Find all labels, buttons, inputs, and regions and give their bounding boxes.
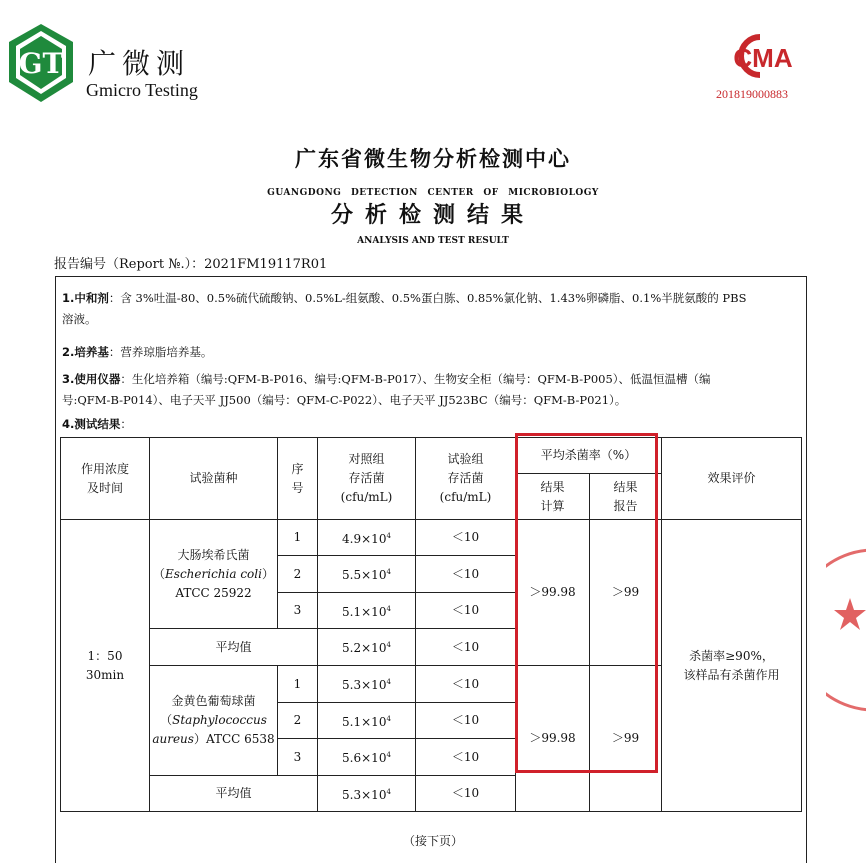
test-cell: ＜10 bbox=[416, 629, 516, 666]
header-conc: 作用浓度 及时间 bbox=[61, 438, 150, 520]
section-medium bbox=[62, 342, 800, 363]
cma-mark-text: CMA bbox=[733, 43, 793, 73]
section-label: 3.使用仪器 bbox=[62, 372, 121, 386]
control-cell: $5.6\times 10^4$ bbox=[318, 739, 416, 776]
report-cell: ＞99 bbox=[590, 520, 662, 666]
seal-stamp-icon bbox=[826, 540, 866, 720]
section-text: 溶液。 bbox=[62, 312, 97, 326]
control-cell: $5.3\times 10^4$ bbox=[318, 666, 416, 703]
test-cell: ＜10 bbox=[416, 739, 516, 776]
seq-cell: 3 bbox=[278, 739, 318, 776]
section-label: 1.中和剂 bbox=[62, 291, 109, 305]
section-text: 号:QFM-B-P014）、电子天平 JJ500（编号：QFM-C-P022）、电子天平 JJ523BC（编号：QFM-B-P021）。 bbox=[62, 393, 627, 407]
seq-cell: 1 bbox=[278, 666, 318, 703]
brand-name-cn: 广微测 bbox=[88, 47, 191, 80]
control-cell: $5.3\times 10^4$ bbox=[318, 776, 416, 812]
test-cell: ＜10 bbox=[416, 593, 516, 629]
seq-cell: 2 bbox=[278, 556, 318, 593]
header-report: 结果 报告 bbox=[590, 474, 662, 520]
header-seq: 序 号 bbox=[278, 438, 318, 520]
section-results: 4.测试结果： bbox=[62, 417, 132, 431]
control-cell: $4.9\times 10^4$ bbox=[318, 520, 416, 556]
cma-logo-icon bbox=[720, 33, 806, 79]
section-text: ：生化培养箱（编号:QFM-B-P016、编号:QFM-B-P017）、生物安全柜（编号：QFM-B-P005）、低温恒温槽（编 bbox=[120, 372, 711, 386]
report-number: 报告编号（Report №.）：2021FM19117R01 bbox=[54, 257, 328, 272]
section-label: 4.测试结果 bbox=[62, 417, 121, 431]
conc-time: 1：50 30min bbox=[61, 520, 150, 812]
test-cell: ＜10 bbox=[416, 520, 516, 556]
center-title: 广东省微生物分析检测中心 bbox=[295, 147, 571, 171]
control-cell: $5.5\times 10^4$ bbox=[318, 556, 416, 593]
header-eval: 效果评价 bbox=[662, 438, 802, 520]
eval-cell: 杀菌率≥90%， 该样品有杀菌作用 bbox=[662, 520, 802, 812]
test-cell: ＜10 bbox=[416, 776, 516, 812]
cma-number: 201819000883 bbox=[716, 87, 788, 101]
header-control: 对照组 存活菌 (cfu/mL) bbox=[318, 438, 416, 520]
section-instruments bbox=[62, 369, 800, 411]
seq-cell: 2 bbox=[278, 703, 318, 739]
section-label: 2.培养基 bbox=[62, 345, 109, 359]
center-title-en: GUANGDONG DETECTION CENTER OF MICROBIOLOGY bbox=[267, 188, 599, 198]
gt-logo-icon bbox=[6, 22, 76, 104]
section-text: ：营养琼脂培养基。 bbox=[108, 345, 213, 359]
results-table bbox=[60, 437, 802, 812]
control-cell: $5.2\times 10^4$ bbox=[318, 629, 416, 666]
header-calc: 结果 计算 bbox=[516, 474, 590, 520]
section-text: ：含 3%吐温-80、0.5%硫代硫酸钠、0.5%L-组氨酸、0.5%蛋白胨、0.85%氯化钠、1.43%卵磷脂、0.1%半胱氨酸的 PBS bbox=[108, 291, 747, 305]
avg-label: 平均值 bbox=[150, 776, 318, 812]
report-cell: ＞99 bbox=[590, 666, 662, 812]
test-cell: ＜10 bbox=[416, 703, 516, 739]
avg-label: 平均值 bbox=[150, 629, 318, 666]
header-test: 试验组 存活菌 (cfu/mL) bbox=[416, 438, 516, 520]
brand-name-en: Gmicro Testing bbox=[86, 80, 198, 100]
seq-cell: 3 bbox=[278, 593, 318, 629]
calc-cell: ＞99.98 bbox=[516, 520, 590, 666]
control-cell: $5.1\times 10^4$ bbox=[318, 593, 416, 629]
header-rate: 平均杀菌率（%） bbox=[516, 438, 662, 474]
strain-ecoli: 大肠埃希氏菌 （Escherichia coli） ATCC 25922 bbox=[150, 520, 278, 629]
result-title-en: ANALYSIS AND TEST RESULT bbox=[357, 236, 509, 246]
highlight-box bbox=[515, 433, 658, 773]
continued-note: （接下页） bbox=[402, 834, 463, 848]
test-cell: ＜10 bbox=[416, 556, 516, 593]
result-title: 分析检测结果 bbox=[330, 203, 535, 228]
calc-cell: ＞99.98 bbox=[516, 666, 590, 812]
test-cell: ＜10 bbox=[416, 666, 516, 703]
header-strain: 试验菌种 bbox=[150, 438, 278, 520]
table-row bbox=[61, 520, 802, 556]
section-neutralizer bbox=[62, 288, 800, 330]
logo-letters: GT bbox=[18, 47, 64, 80]
control-cell: $5.1\times 10^4$ bbox=[318, 703, 416, 739]
seq-cell: 1 bbox=[278, 520, 318, 556]
strain-saureus: 金黄色葡萄球菌 （Staphylococcus aureus）ATCC 6538 bbox=[150, 666, 278, 776]
